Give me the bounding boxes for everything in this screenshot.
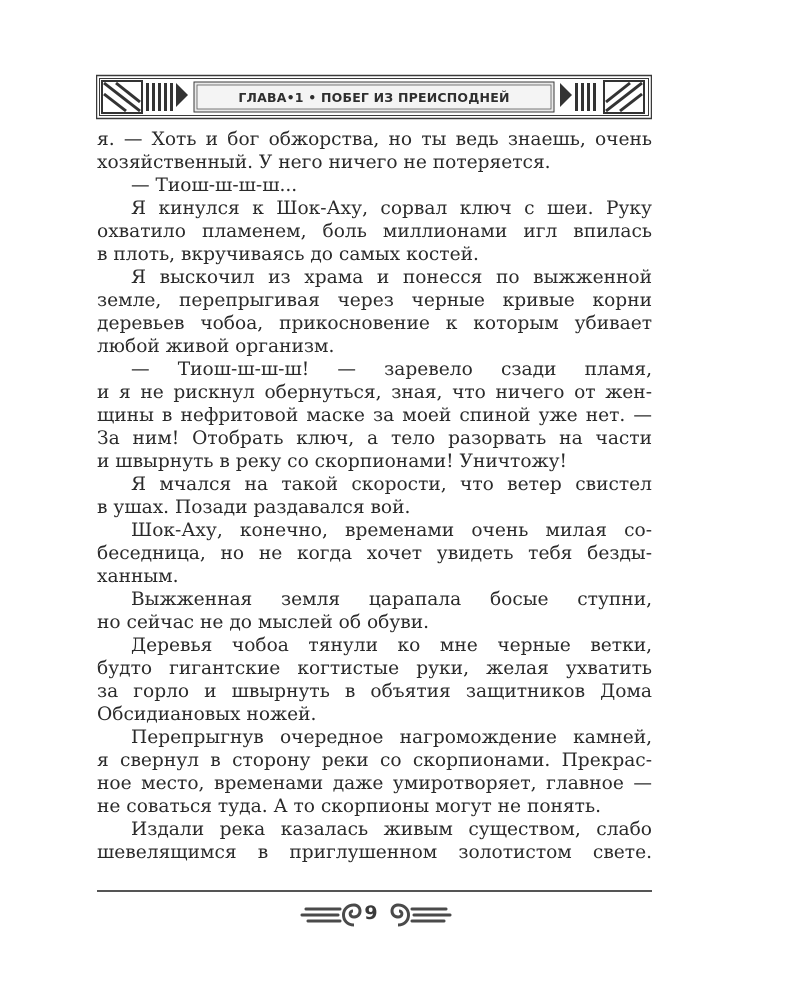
chapter-header: [96, 74, 652, 120]
text-line: я. — Хоть и бог обжорства, но ты ведь знаешь, очень: [97, 129, 652, 150]
text-line: шевелящимся в приглушенном золотистом свете.: [97, 842, 652, 863]
text-line: — Тиош-ш-ш-ш! — заревело сзади пламя,: [131, 359, 652, 380]
text-line: Выжженная земля царапала босые ступни,: [131, 589, 652, 610]
text-line: земле, перепрыгивая через черные кривые корни: [97, 290, 652, 311]
text-line: и я не рискнул обернуться, зная, что ничего от жен-: [97, 382, 652, 403]
text-line: ное место, временами даже умиротворяет, главное —: [97, 773, 652, 794]
footer-divider: [97, 890, 652, 892]
chapter-title: ГЛАВА•1 • ПОБЕГ ИЗ ПРЕИСПОДНЕЙ: [238, 89, 510, 105]
text-line: деревьев чобоа, прикосновение к которым убивает: [97, 313, 652, 334]
text-line: не соваться туда. А то скорпионы могут не понять.: [97, 796, 601, 817]
page-number: 9: [364, 902, 378, 924]
text-line: За ним! Отобрать ключ, а тело разорвать на части: [97, 428, 652, 449]
right-ornament-icon: [556, 79, 648, 115]
text-line: будто гигантские когтистые руки, желая ухватить: [97, 658, 652, 679]
right-swirl-icon: [392, 905, 450, 925]
text-line: любой живой организм.: [97, 336, 335, 357]
text-line: Я мчался на такой скорости, что ветер свистел: [131, 474, 652, 495]
text-line: и швырнуть в реку со скорпионами! Уничтожу!: [97, 451, 568, 472]
text-line: — Тиош-ш-ш-ш...: [131, 175, 298, 196]
book-page-text: [97, 128, 652, 864]
text-line: Перепрыгнув очередное нагромождение камней,: [131, 727, 652, 748]
text-line: Я кинулся к Шок-Аху, сорвал ключ с шеи. Руку: [131, 198, 652, 219]
text-line: я свернул в сторону реки со скорпионами. Прекрас-: [97, 750, 652, 771]
text-line: за горло и швырнуть в объятия защитников Дома: [97, 681, 652, 702]
text-line: Шок-Аху, конечно, временами очень милая со-: [131, 520, 652, 541]
text-line: хозяйственный. У него ничего не потеряется.: [97, 152, 551, 173]
text-line: в плоть, вкручиваясь до самых костей.: [97, 244, 479, 265]
text-line: но сейчас не до мыслей об обуви.: [97, 612, 430, 633]
text-line: ханным.: [97, 566, 179, 587]
left-swirl-icon: [302, 905, 360, 925]
text-line: беседница, но не когда хочет увидеть тебя безды-: [97, 543, 652, 564]
text-line: щины в нефритовой маске за моей спиной уже нет. —: [97, 405, 652, 426]
text-line: охватило пламенем, боль миллионами игл впилась: [97, 221, 652, 242]
left-ornament-icon: [100, 79, 192, 115]
text-line: Обсидиановых ножей.: [97, 704, 317, 725]
text-line: Деревья чобоа тянули ко мне черные ветки,: [131, 635, 652, 656]
text-line: Издали река казалась живым существом, слабо: [131, 819, 652, 840]
text-line: Я выскочил из храма и понесся по выжженной: [131, 267, 652, 288]
page-footer: [296, 900, 456, 930]
text-line: в ушах. Позади раздавался вой.: [97, 497, 411, 518]
